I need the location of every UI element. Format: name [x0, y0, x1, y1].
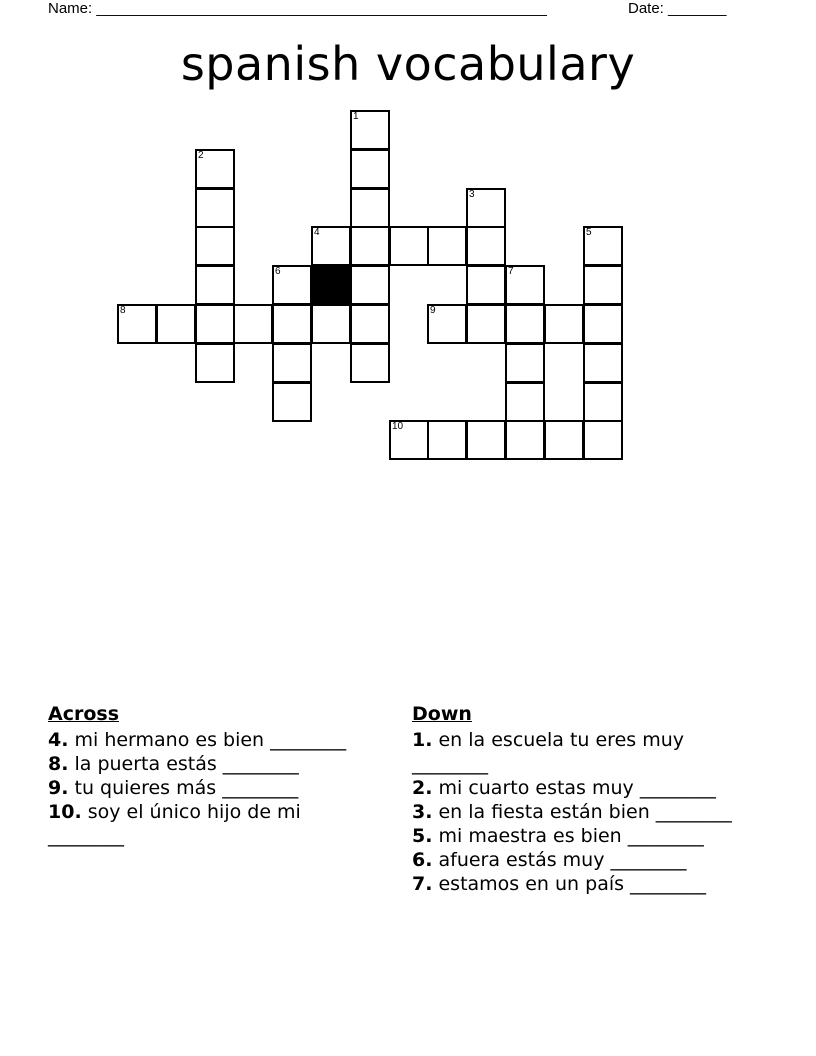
clue-number: 9 — [430, 305, 436, 316]
crossword-cell[interactable] — [350, 188, 390, 228]
clue-text: mi hermano es bien ________ — [68, 729, 347, 751]
crossword-cell[interactable] — [544, 304, 584, 344]
crossword-cell[interactable] — [389, 226, 429, 266]
clue-number: 2. — [412, 777, 433, 799]
crossword-cell[interactable] — [350, 265, 390, 305]
clue-number: 8. — [48, 753, 69, 775]
black-square — [311, 265, 351, 305]
clue-number: 6 — [275, 266, 281, 277]
down-heading: Down — [412, 703, 472, 725]
crossword-cell[interactable] — [466, 188, 506, 228]
down-clue — [412, 872, 752, 896]
clue-text: estamos en un país ________ — [432, 873, 707, 895]
clue-text: soy el único hijo de mi ________ — [48, 801, 301, 847]
clue-number: 4. — [48, 729, 69, 751]
crossword-cell[interactable] — [195, 343, 235, 383]
down-clue — [412, 728, 752, 776]
crossword-cell[interactable] — [505, 420, 545, 460]
down-clue-list — [412, 728, 752, 896]
clue-number: 10. — [48, 801, 82, 823]
down-clue — [412, 848, 752, 872]
crossword-cell[interactable] — [350, 343, 390, 383]
crossword-cell[interactable] — [505, 304, 545, 344]
crossword-cell[interactable] — [272, 382, 312, 422]
crossword-cell[interactable] — [466, 420, 506, 460]
crossword-cell[interactable] — [195, 265, 235, 305]
crossword-cell[interactable] — [350, 304, 390, 344]
crossword-cell[interactable] — [389, 420, 429, 460]
clue-number: 7. — [412, 873, 433, 895]
clue-number: 3 — [469, 189, 475, 200]
crossword-cell[interactable] — [195, 226, 235, 266]
clue-text: en la fiesta están bien ________ — [432, 801, 732, 823]
clue-number: 1 — [353, 111, 359, 122]
clue-text: mi cuarto estas muy ________ — [432, 777, 716, 799]
crossword-cell[interactable] — [233, 304, 273, 344]
crossword-cell[interactable] — [156, 304, 196, 344]
crossword-cell[interactable] — [350, 226, 390, 266]
crossword-cell[interactable] — [350, 149, 390, 189]
crossword-cell[interactable] — [427, 226, 467, 266]
across-clue — [48, 800, 348, 848]
clue-number: 9. — [48, 777, 69, 799]
crossword-cell[interactable] — [272, 265, 312, 305]
clue-number: 3. — [412, 801, 433, 823]
crossword-cell[interactable] — [583, 304, 623, 344]
crossword-cell[interactable] — [350, 110, 390, 150]
across-clue — [48, 728, 348, 752]
crossword-cell[interactable] — [583, 343, 623, 383]
page-title: spanish vocabulary — [180, 37, 636, 91]
crossword-cell[interactable] — [583, 382, 623, 422]
across-clue-list — [48, 728, 348, 848]
down-clues — [412, 702, 752, 896]
crossword-cell[interactable] — [505, 343, 545, 383]
clue-number: 7 — [508, 266, 514, 277]
clue-text: en la escuela tu eres muy ________ — [412, 729, 684, 775]
crossword-cell[interactable] — [583, 420, 623, 460]
clue-text: afuera estás muy ________ — [432, 849, 687, 871]
crossword-cell[interactable] — [427, 304, 467, 344]
clue-text: tu quieres más ________ — [68, 777, 299, 799]
across-heading: Across — [48, 703, 120, 725]
crossword-cell[interactable] — [195, 149, 235, 189]
across-clue — [48, 752, 348, 776]
clue-number: 1. — [412, 729, 433, 751]
crossword-cell[interactable] — [544, 420, 584, 460]
clue-number: 6. — [412, 849, 433, 871]
down-clue — [412, 800, 752, 824]
crossword-cell[interactable] — [583, 226, 623, 266]
crossword-cell[interactable] — [505, 382, 545, 422]
crossword-grid — [0, 0, 816, 480]
across-clue — [48, 776, 348, 800]
crossword-cell[interactable] — [272, 343, 312, 383]
crossword-cell[interactable] — [583, 265, 623, 305]
down-clue — [412, 776, 752, 800]
across-clues — [48, 702, 348, 848]
down-clue — [412, 824, 752, 848]
name-field: Name: ______________________________________________________ — [48, 0, 547, 17]
crossword-cell[interactable] — [466, 226, 506, 266]
crossword-cell[interactable] — [117, 304, 157, 344]
clue-number: 5. — [412, 825, 433, 847]
crossword-cell[interactable] — [195, 188, 235, 228]
clue-text: la puerta estás ________ — [68, 753, 299, 775]
clue-number: 8 — [120, 305, 126, 316]
clue-number: 5 — [586, 227, 592, 238]
crossword-cell[interactable] — [272, 304, 312, 344]
crossword-cell[interactable] — [466, 265, 506, 305]
clue-number: 2 — [198, 150, 204, 161]
clue-text: mi maestra es bien ________ — [432, 825, 704, 847]
crossword-cell[interactable] — [505, 265, 545, 305]
crossword-cell[interactable] — [311, 304, 351, 344]
crossword-cell[interactable] — [466, 304, 506, 344]
crossword-cell[interactable] — [195, 304, 235, 344]
clue-number: 4 — [314, 227, 320, 238]
crossword-cell[interactable] — [427, 420, 467, 460]
date-field: Date: _______ — [628, 0, 727, 17]
crossword-cell[interactable] — [311, 226, 351, 266]
clue-number: 10 — [392, 421, 404, 432]
